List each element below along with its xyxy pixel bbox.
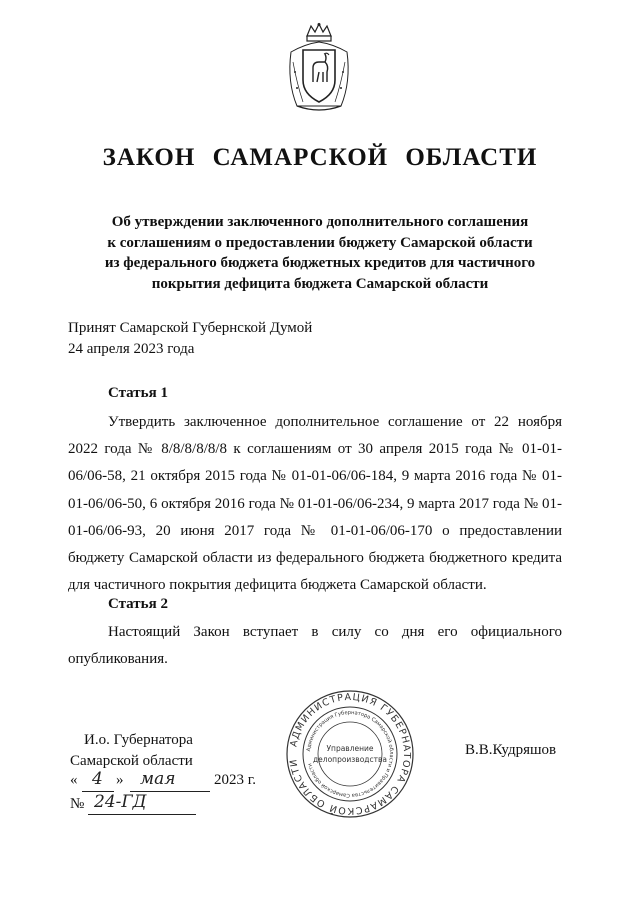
subject-line: Об утверждении заключенного дополнительного соглашения bbox=[111, 214, 529, 230]
number-prefix: № bbox=[70, 796, 85, 812]
subject-line: из федерального бюджета бюджетных кредитов для частичного bbox=[104, 255, 536, 271]
position-line: Самарской области bbox=[70, 752, 193, 769]
adopted-date: 24 апреля 2023 года bbox=[68, 340, 195, 357]
article-2-text: Настоящий Закон вступает в силу со дня его официального опубликования. bbox=[68, 624, 562, 668]
law-subject bbox=[60, 212, 580, 294]
position-line: И.о. Губернатора bbox=[84, 732, 193, 748]
law-title: ЗАКОН САМАРСКОЙ ОБЛАСТИ bbox=[102, 144, 538, 171]
date-open-quote: « bbox=[70, 772, 78, 788]
date-month: мая bbox=[140, 769, 176, 789]
article-1-text: Утвердить заключенное дополнительное соглашение от 22 ноября 2022 года № 8/8/8/8/8/8 к соглашениям от 30 апреля 2015 года № 01-01-06/06-58, 21 октября 2015 года № 01-01-06/06-184, 9 марта 2016 года № 01-01-06/06-50, 6 октября 2016 года № 01-01-06/06-234, 9 марта 2017 года № 01-01-06/06-93, 20 июня 2017 года № 01-01-06/06-170 о предоставлении бюджету Самарской области из федерального бюджета бюджетного кредита для частичного покрытия дефицита бюджета Самарской области. bbox=[68, 414, 562, 594]
article-1-heading: Статья 1 bbox=[108, 385, 168, 401]
adoption-info bbox=[68, 318, 312, 359]
article-2-heading: Статья 2 bbox=[108, 596, 168, 612]
subject-line: покрытия дефицита бюджета Самарской области bbox=[151, 275, 489, 292]
coat-of-arms-icon bbox=[283, 22, 355, 114]
signatory-position bbox=[70, 730, 193, 771]
subject-line: к соглашениям о предоставлении бюджету Самарской области bbox=[107, 234, 533, 251]
date-year: 2023 г. bbox=[214, 772, 256, 788]
date-close-quote: » bbox=[116, 772, 124, 788]
signatory-name: В.В.Кудряшов bbox=[465, 742, 557, 758]
seal-center-line2: делопроизводства bbox=[312, 755, 388, 764]
official-seal-stamp bbox=[284, 688, 416, 820]
date-day: 4 bbox=[92, 769, 103, 789]
signing-date bbox=[70, 769, 270, 794]
seal-center-line1: Управление bbox=[326, 744, 374, 753]
seal-outer-text: АДМИНИСТРАЦИЯ ГУБЕРНАТОРА САМАРСКОЙ ОБЛАСТИ bbox=[288, 691, 413, 817]
seal-inner-text: Администрация Губернатора Самарской области и Правительства Самарской области bbox=[306, 709, 395, 799]
law-number bbox=[70, 792, 270, 818]
adopted-by: Принят Самарской Губернской Думой bbox=[68, 320, 313, 336]
svg-text:Администрация Губернатора Сама bbox=[306, 710, 394, 798]
number-value: 24-ГД bbox=[94, 792, 147, 812]
